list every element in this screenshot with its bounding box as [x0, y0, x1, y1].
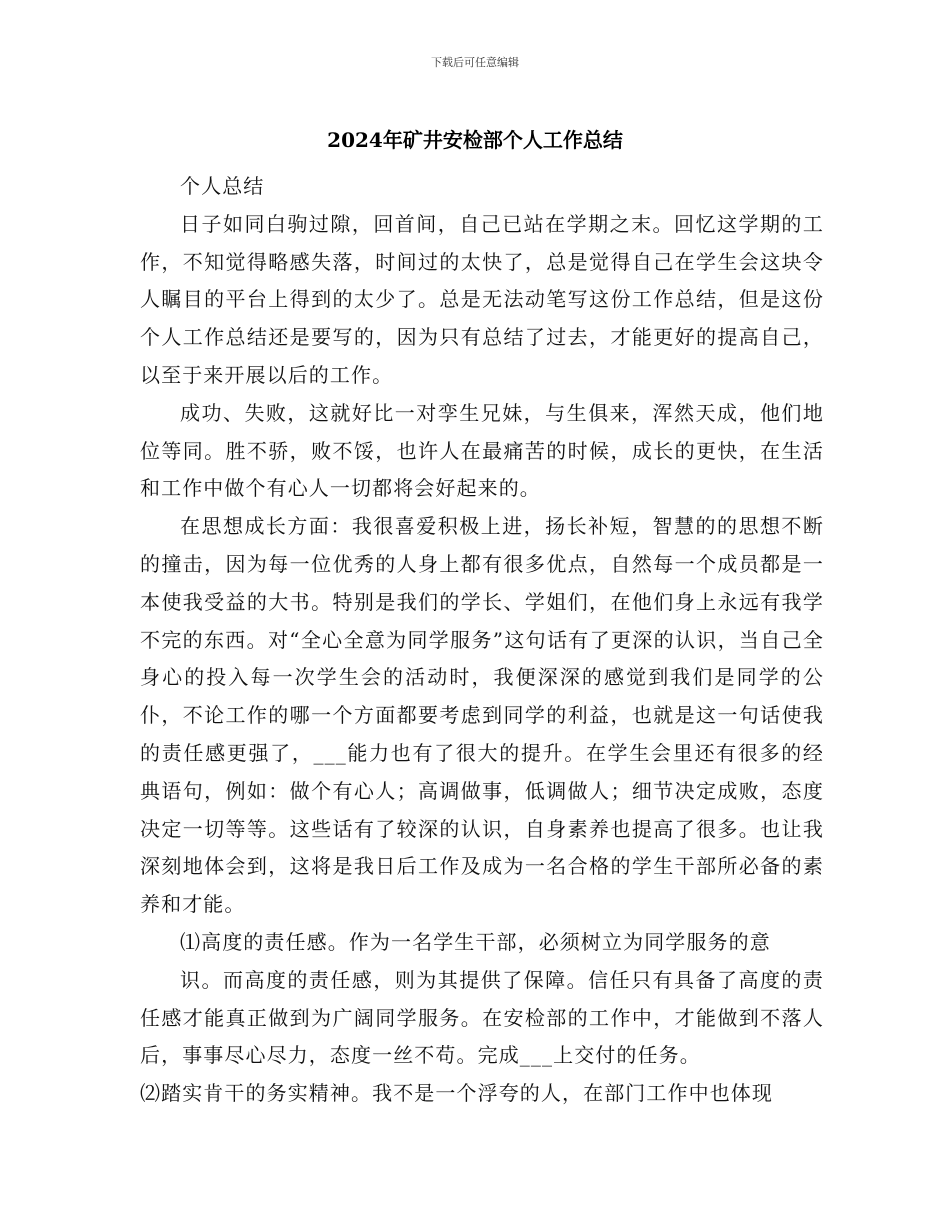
paragraph-item-1-body: 识。而高度的责任感，则为其提供了保障。信任只有具备了高度的责任感才能真正做到为广阔同学服务。在安检部的工作中，才能做到不落人后，事事尽心尽力，态度一丝不苟。完成___上交付的任务。: [140, 967, 824, 1068]
document-title: 2024年矿井安检部个人工作总结: [327, 128, 623, 152]
paragraph-section-label: 个人总结: [180, 174, 265, 198]
paragraph-thought-growth: 在思想成长方面：我很喜爱积极上进，扬长补短，智慧的的思想不断的撞击，因为每一位优秀的人身上都有很多优点，自然每一个成员都是一本使我受益的大书。特别是我们的学长、学姐们，在他们身上永远有我学不完的东西。对“全心全意为同学服务”这句话有了更深的认识，当自己全身心的投入每一次学生会的活动时，我便深深的感觉到我们是同学的公仆，不论工作的哪一个方面都要考虑到同学的利益，也就是这一句话使我的责任感更强了，___能力也有了很大的提升。在学生会里还有很多的经典语句，例如：做个有心人；高调做事，低调做人；细节决定成败，态度决定一切等等。这些话有了较深的认识，自身素养也提高了很多。也让我深刻地体会到，这将是我日后工作及成为一名合格的学生干部所必备的素养和才能。: [140, 514, 824, 917]
paragraph-item-2-heading: ⑵踏实肯干的务实精神。我不是一个浮夸的人，在部门工作中也体现: [140, 1081, 773, 1106]
header-note: 下载后可任意编辑: [431, 56, 519, 69]
paragraph-intro: 日子如同白驹过隙，回首间，自己已站在学期之末。回忆这学期的工作，不知觉得略感失落，时间过的太快了，总是觉得自己在学生会这块令人瞩目的平台上得到的太少了。总是无法动笔写这份工作总结，但是这份个人工作总结还是要写的，因为只有总结了过去，才能更好的提高自己，以至于来开展以后的工作。: [140, 211, 824, 387]
document-body: [140, 168, 824, 1113]
paragraph-item-1-heading: ⑴高度的责任感。作为一名学生干部，必须树立为同学服务的意: [180, 929, 771, 954]
paragraph-success-failure: 成功、失败，这就好比一对孪生兄妹，与生俱来，浑然天成，他们地位等同。胜不骄，败不馁，也许人在最痛苦的时候，成长的更快，在生活和工作中做个有心人一切都将会好起来的。: [140, 400, 824, 501]
